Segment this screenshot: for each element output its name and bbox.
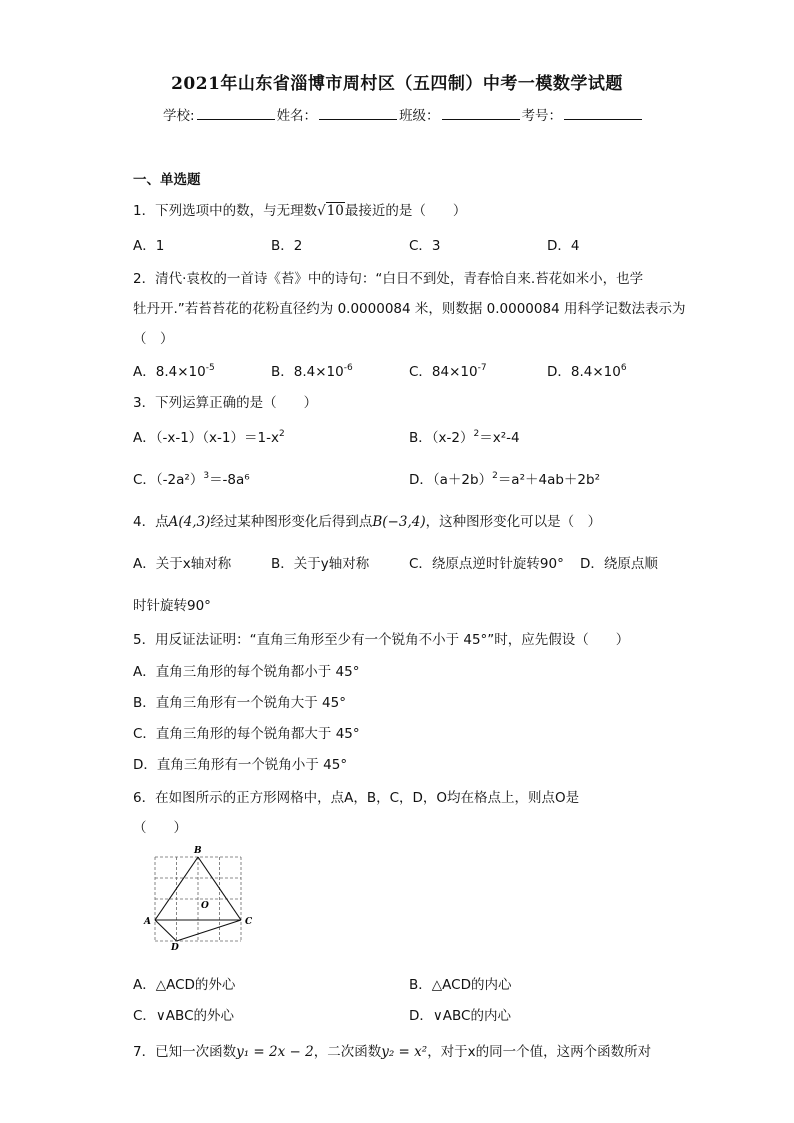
school-blank[interactable] <box>197 107 275 120</box>
q4-text-a: 4．点 <box>133 514 169 530</box>
point-d-label: D <box>171 943 179 950</box>
question-6-stem: 6．在如图所示的正方形网格中，点A，B，C，D，O均在格点上，则点O是 <box>133 790 580 806</box>
q1-option-c: C．3 <box>409 238 441 254</box>
q4-text-c: ，这种图形变化可以是（ ） <box>425 514 602 530</box>
q3-c-exponent: 3 <box>203 471 210 481</box>
q4-point-b: B(−3,4) <box>372 514 426 530</box>
q2-c-exponent: -7 <box>477 363 487 373</box>
exam-no-blank[interactable] <box>564 107 642 120</box>
q3-option-d <box>409 468 600 488</box>
q7-text-c: ，对于x的同一个值，这两个函数所对 <box>427 1044 652 1060</box>
exam-no-label: 考号： <box>521 108 563 124</box>
question-3-stem: 3．下列运算正确的是（ ） <box>133 395 318 411</box>
q4-point-a: A(4,3) <box>168 514 211 530</box>
class-label: 班级： <box>399 108 440 124</box>
q3-c-rhs: ＝-8a⁶ <box>209 472 250 488</box>
q7-text-b: ，二次函数 <box>313 1044 382 1060</box>
q3-b-exponent: 2 <box>473 429 480 439</box>
q2-d-exponent: 6 <box>620 363 627 373</box>
q2-b-base: B．8.4×10 <box>271 364 344 380</box>
q1-option-d: D．4 <box>547 238 580 254</box>
question-2-line-1: 2．清代·袁枚的一首诗《苔》中的诗句：“白日不到处，青春恰自来.苔花如米小，也学 <box>133 271 644 287</box>
name-label: 姓名： <box>276 108 318 124</box>
q3-option-a <box>133 426 285 446</box>
question-4-stem <box>133 510 601 530</box>
page-title: 2021年山东省淄博市周村区（五四制）中考一模数学试题 <box>171 74 623 94</box>
q7-text-a: 7．已知一次函数 <box>133 1044 237 1060</box>
q3-d-exponent: 2 <box>492 471 498 481</box>
q3-b-text: B．（x-2） <box>409 430 474 446</box>
student-info-row <box>163 104 644 124</box>
name-blank[interactable] <box>319 107 397 120</box>
q7-function-2: y₂ = x² <box>381 1044 428 1060</box>
class-blank[interactable] <box>442 107 520 120</box>
q3-c-text: C．（-2a²） <box>133 472 204 488</box>
q1-text-a: 1．下列选项中的数，与无理数 <box>133 203 318 219</box>
q6-option-c: C．∨ABC的外心 <box>133 1008 234 1024</box>
q2-b-exponent: -6 <box>343 363 353 373</box>
q3-d-rhs: ＝a²＋4ab＋2b² <box>497 472 600 488</box>
q2-option-c <box>409 360 487 380</box>
q6-option-b: B．△ACD的内心 <box>409 977 512 993</box>
q2-a-base: A．8.4×10 <box>133 364 206 380</box>
q1-text-b: 最接近的是（ ） <box>344 203 467 219</box>
section-heading: 一、单选题 <box>133 172 201 188</box>
q3-option-b <box>409 426 520 446</box>
q2-c-base: C．84×10 <box>409 364 478 380</box>
point-b-label: B <box>194 846 202 856</box>
q4-option-d: D．绕原点顺 <box>580 556 658 572</box>
question-2-line-2: 牡丹开.”若苔苔花的花粉直径约为 0.0000084 米，则数据 0.0000084 用科学记数法表示为 <box>133 301 686 317</box>
point-a-label: A <box>144 917 151 927</box>
q4-text-b: 经过某种图形变化后得到点 <box>210 514 373 530</box>
q3-a-text: A．（-x-1）（x-1）＝1-x <box>133 430 279 446</box>
q5-option-b: B．直角三角形有一个锐角大于 45° <box>133 695 346 711</box>
sqrt-expression: √10 <box>317 203 344 219</box>
question-2-line-3: （ ） <box>133 331 174 347</box>
q4-option-b: B．关于y轴对称 <box>271 556 370 572</box>
point-c-label: C <box>245 917 253 927</box>
school-label: 学校: <box>163 108 195 124</box>
question-6-paren: （ ） <box>133 820 187 836</box>
question-7-stem <box>133 1040 651 1060</box>
q4-option-a: A．关于x轴对称 <box>133 556 232 572</box>
q2-option-d <box>547 360 627 380</box>
q3-a-exponent: 2 <box>278 429 285 439</box>
q3-option-c <box>133 468 250 488</box>
square-grid <box>155 857 241 941</box>
q3-b-rhs: ＝x²-4 <box>479 430 520 446</box>
q4-option-c: C．绕原点逆时针旋转90° <box>409 556 564 572</box>
q5-option-a: A．直角三角形的每个锐角都小于 45° <box>133 664 360 680</box>
question-1-stem <box>133 199 466 219</box>
q5-option-d: D．直角三角形有一个锐角小于 45° <box>133 757 348 773</box>
q2-option-b <box>271 360 353 380</box>
sqrt-radicand: 10 <box>326 203 344 219</box>
q5-option-c: C．直角三角形的每个锐角都大于 45° <box>133 726 360 742</box>
grid-figure <box>138 840 258 950</box>
q7-function-1: y₁ = 2x − 2 <box>236 1044 314 1060</box>
q1-option-b: B．2 <box>271 238 303 254</box>
q2-option-a <box>133 360 215 380</box>
q1-option-a: A．1 <box>133 238 165 254</box>
question-5-stem: 5．用反证法证明：“直角三角形至少有一个锐角不小于 45°”时，应先假设（ ） <box>133 632 630 648</box>
q2-d-base: D．8.4×10 <box>547 364 621 380</box>
q6-option-a: A．△ACD的外心 <box>133 977 236 993</box>
q4-option-d-continued: 时针旋转90° <box>133 598 211 614</box>
point-o-label: O <box>201 901 209 911</box>
q6-option-d: D．∨ABC的内心 <box>409 1008 511 1024</box>
q2-a-exponent: -5 <box>205 363 215 373</box>
q3-d-text: D．（a＋2b） <box>409 472 493 488</box>
